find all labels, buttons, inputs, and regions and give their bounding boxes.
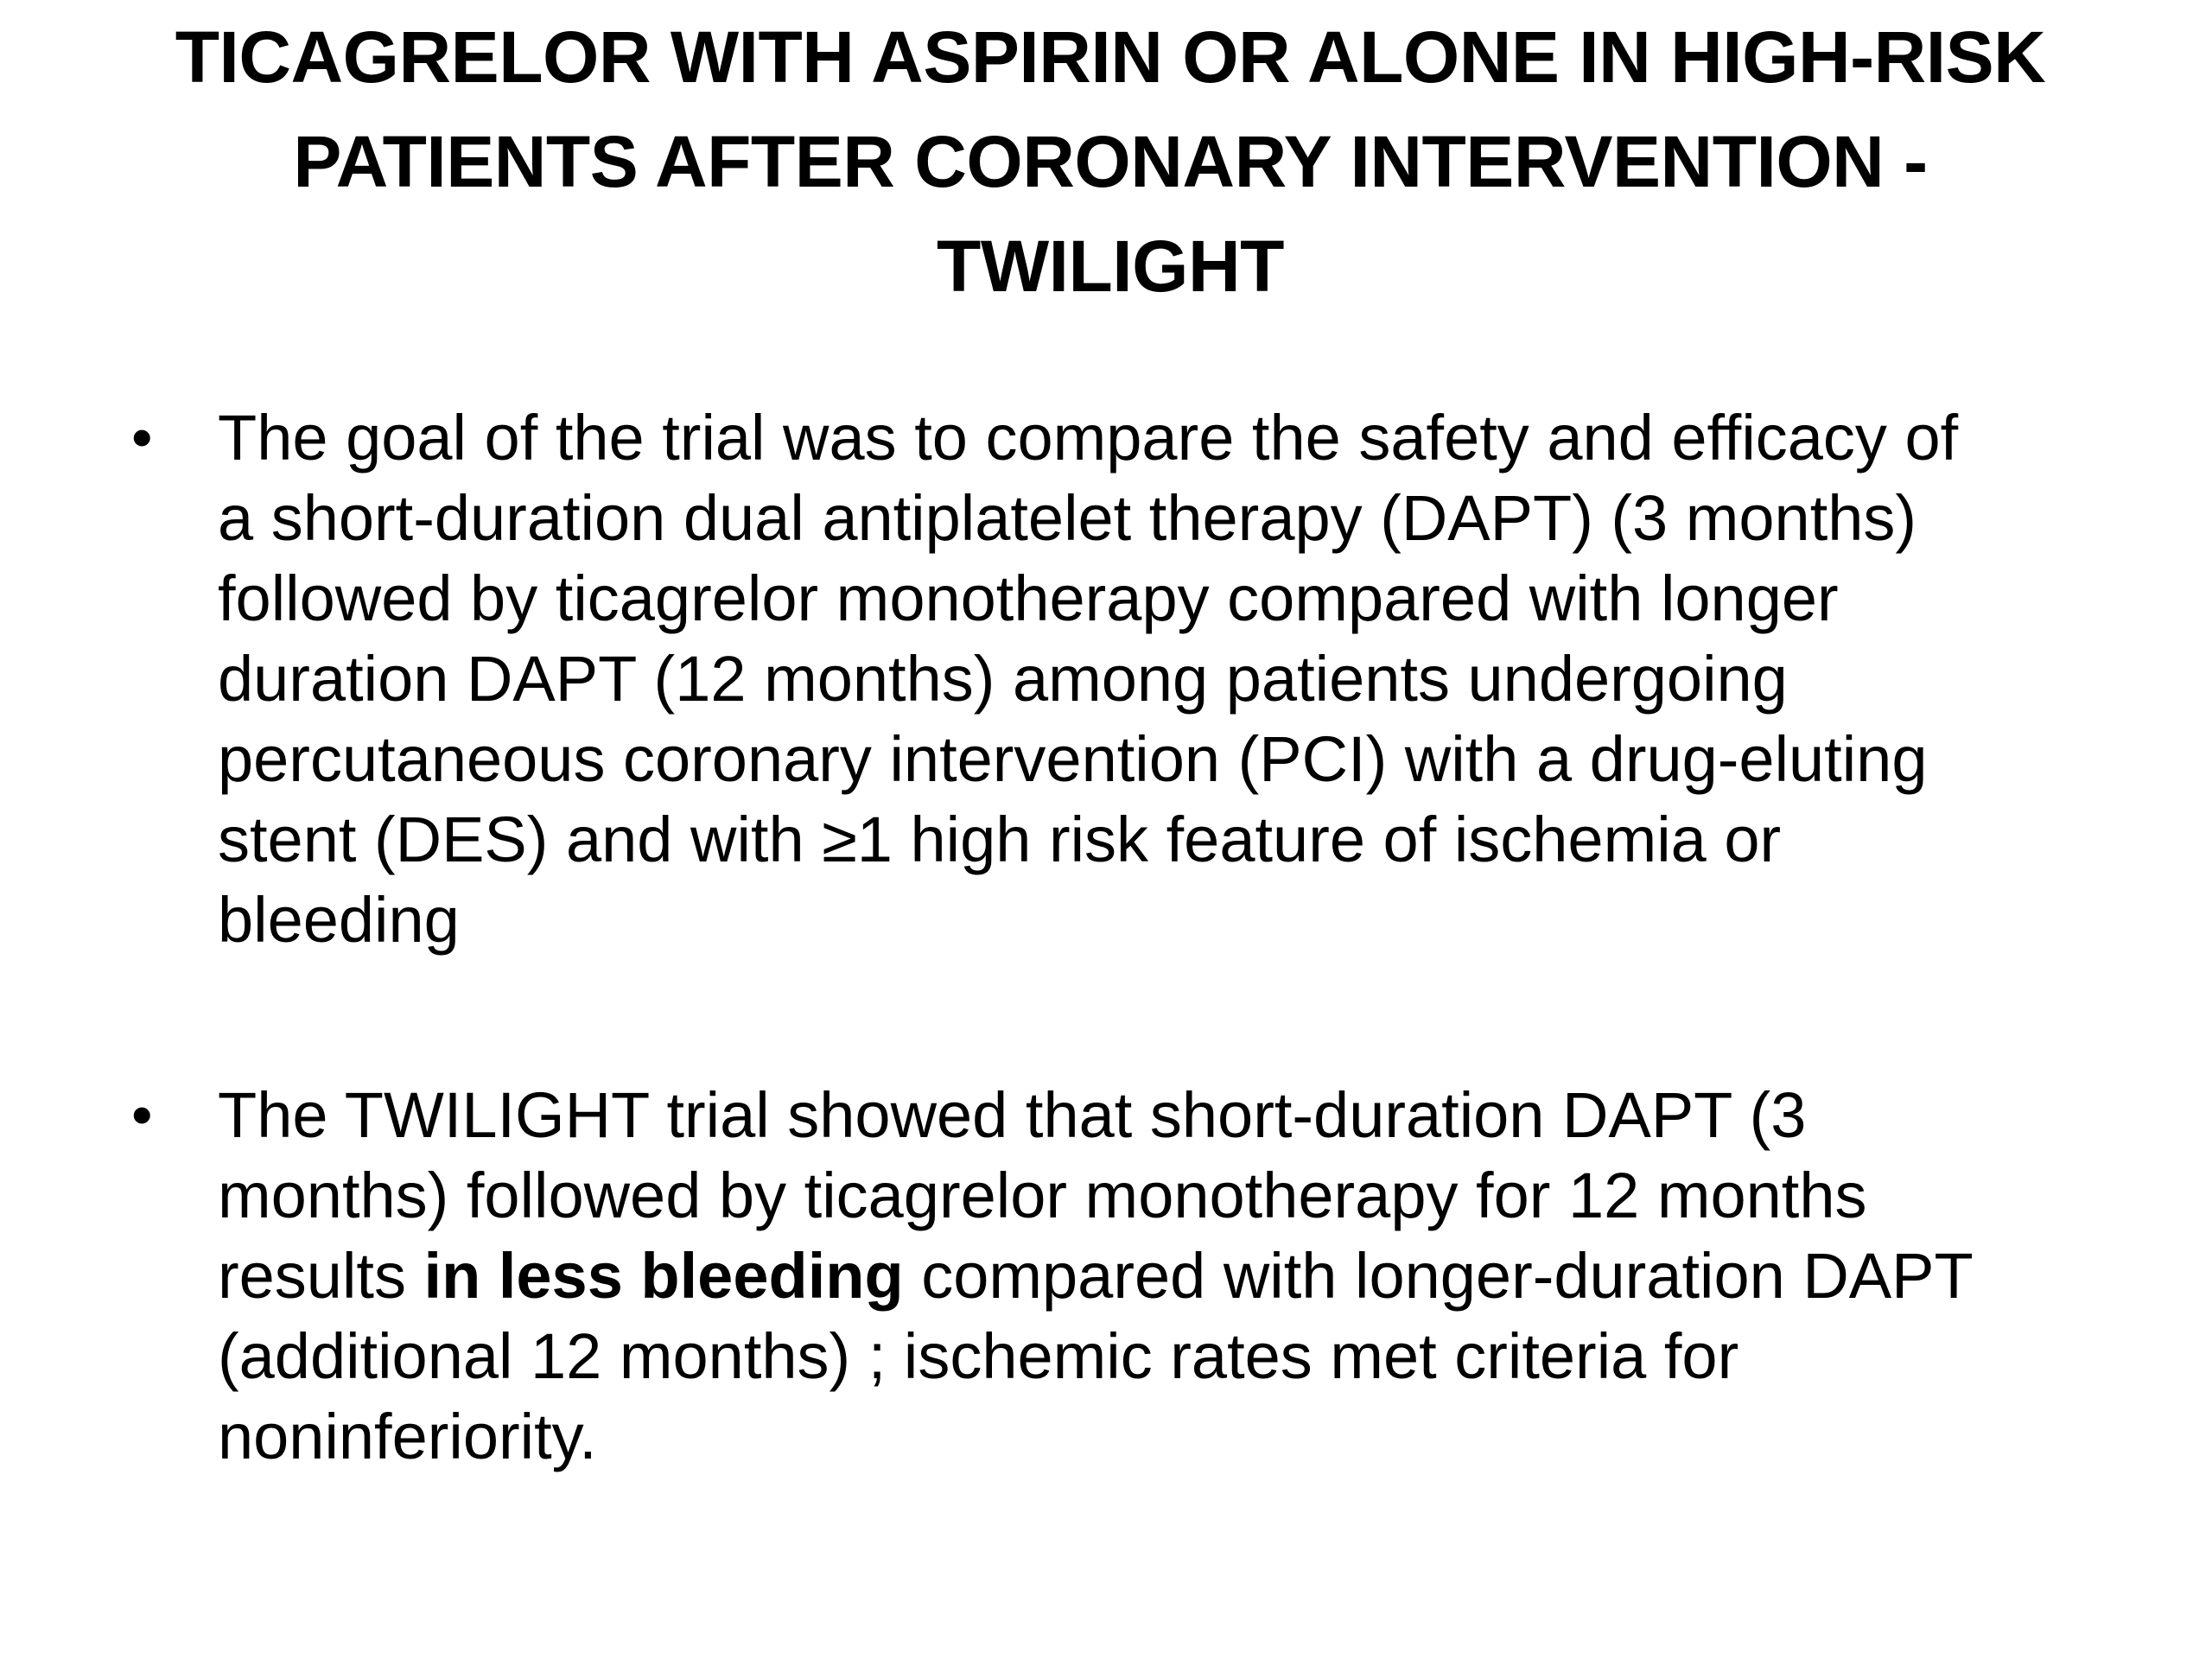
slide-title-line: TWILIGHT [937, 226, 1284, 307]
slide-title [121, 5, 2100, 319]
bullet-text [218, 1075, 2153, 1477]
bullet-text-line-emphasis [218, 1236, 2153, 1316]
bullet-text-line: The goal of the trial was to compare the safety and efficacy of [218, 402, 1959, 474]
bullet-text-line: followed by ticagrelor monotherapy compared with longer [218, 563, 1839, 634]
bullet-text-line: The TWILIGHT trial showed that short-duration DAPT (3 [218, 1079, 1807, 1151]
bullet-text-line: percutaneous coronary intervention (PCI) with a drug-eluting [218, 723, 1928, 795]
bullet-text [218, 397, 2153, 960]
bullet-text-line: noninferiority. [218, 1401, 597, 1472]
bullet-text-line: (additional 12 months) ; ischemic rates met criteria for [218, 1320, 1739, 1392]
bullet-text-line: bleeding [218, 884, 460, 956]
bullet-text-line: months) followed by ticagrelor monotherapy for 12 months [218, 1160, 1867, 1231]
bullet-point-icon: • [131, 404, 153, 471]
slide-title-line: TICAGRELOR WITH ASPIRIN OR ALONE IN HIGH-RISK [175, 16, 2046, 98]
slide-title-line: PATIENTS AFTER CORONARY INTERVENTION - [293, 121, 1928, 202]
bullet-text-line: duration DAPT (12 months) among patients undergoing [218, 643, 1788, 715]
bullet-point-icon: • [131, 1081, 153, 1148]
bullet-text-line: stent (DES) and with ≥1 high risk feature of ischemia or [218, 804, 1782, 875]
bullet-text-line: a short-duration dual antiplatelet therapy (DAPT) (3 months) [218, 482, 1917, 554]
emphasis-before: results [218, 1240, 424, 1312]
emphasis-bold-text: in less bleeding [423, 1240, 904, 1312]
emphasis-after: compared with longer-duration DAPT [903, 1240, 1974, 1312]
